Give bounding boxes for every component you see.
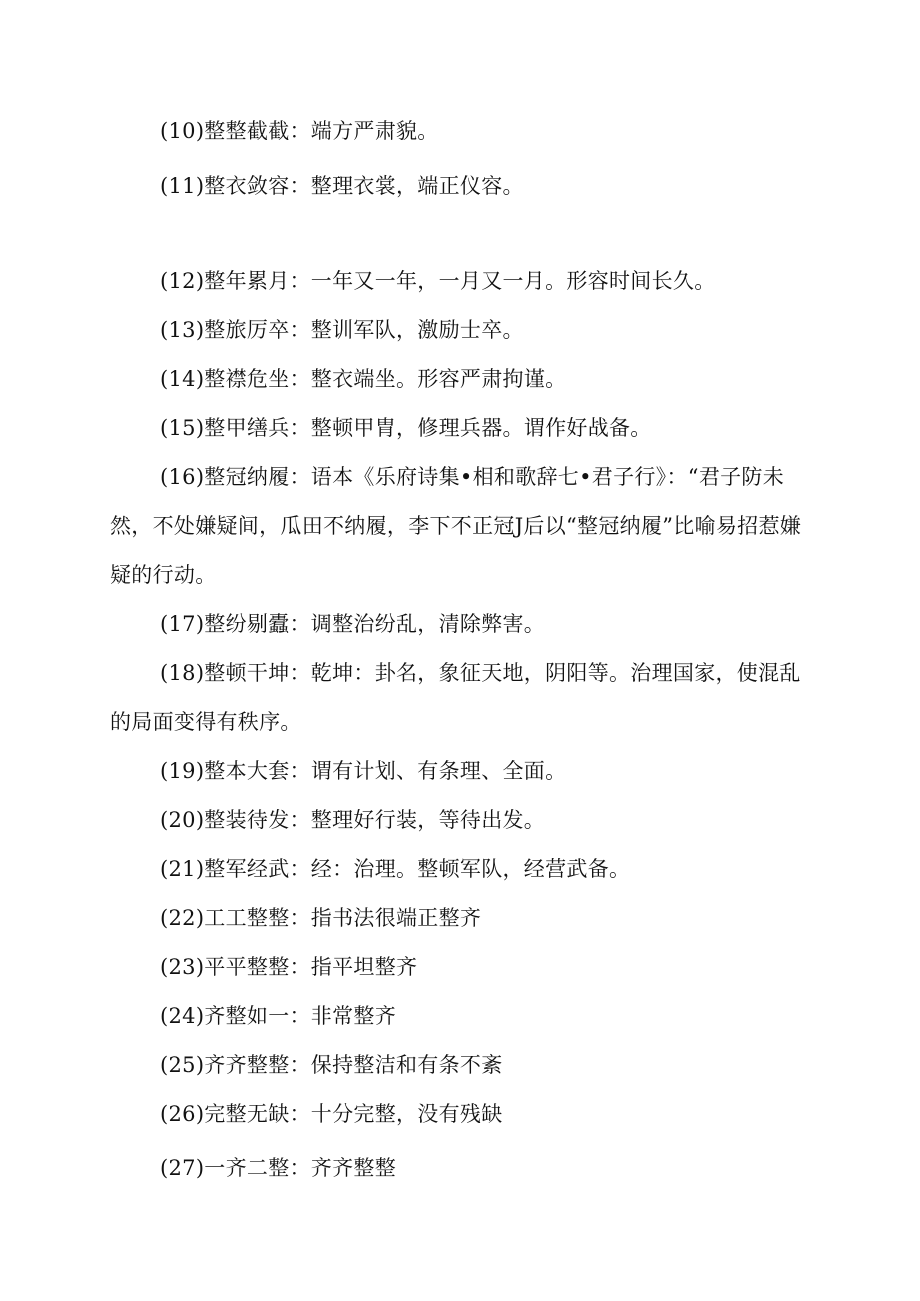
entry-18: (18)整顿干坤：乾坤：卦名，象征天地，阴阳等。治理国家，使混乱的局面变得有秩序。 (110, 661, 801, 734)
entry-13: (13)整旅厉卒：整训军队，激励士卒。 (160, 318, 524, 342)
entry-21: (21)整军经武：经：治理。整顿军队，经营武备。 (160, 857, 631, 881)
entry-11: (11)整衣敛容：整理衣裳，端正仪容。 (160, 174, 524, 198)
entry-20: (20)整装待发：整理好行装，等待出发。 (160, 808, 546, 832)
entry-23: (23)平平整整：指平坦整齐 (160, 955, 418, 979)
entry-10: (10)整整截截：端方严肃貌。 (160, 119, 439, 143)
entry-15: (15)整甲缮兵：整顿甲胄，修理兵器。谓作好战备。 (160, 416, 652, 440)
entry-26: (26)完整无缺：十分完整，没有残缺 (160, 1102, 503, 1126)
entry-22: (22)工工整整：指书法很端正整齐 (160, 906, 482, 930)
entry-19: (19)整本大套：谓有计划、有条理、全面。 (160, 759, 567, 783)
entry-17: (17)整纷剔蠹：调整治纷乱，清除弊害。 (160, 612, 546, 636)
entry-27: (27)一齐二整：齐齐整整 (160, 1156, 397, 1180)
entry-16: (16)整冠纳履：语本《乐府诗集•相和歌辞七•君子行》：“君子防未然，不处嫌疑间，瓜田不纳履，李下不正冠J后以“整冠纳履”比喻易招惹嫌疑的行动。 (110, 465, 802, 587)
entry-12: (12)整年累月：一年又一年，一月又一月。形容时间长久。 (160, 269, 716, 293)
entry-14: (14)整襟危坐：整衣端坐。形容严肃拘谨。 (160, 367, 567, 391)
entry-25: (25)齐齐整整：保持整洁和有条不紊 (160, 1053, 503, 1077)
entry-24: (24)齐整如一：非常整齐 (160, 1004, 397, 1028)
